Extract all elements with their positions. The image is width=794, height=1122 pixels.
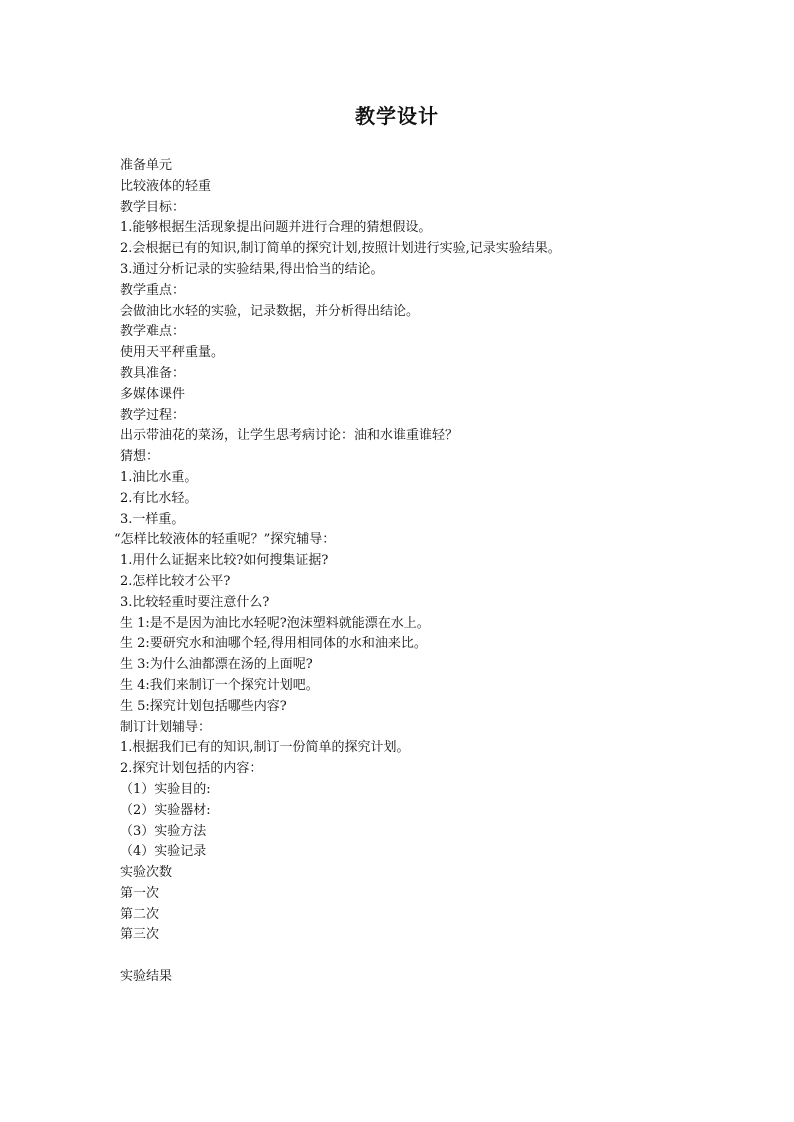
- text-line: 生 5:探究计划包括哪些内容?: [120, 698, 287, 714]
- text-line: 2.会根据已有的知识,制订简单的探究计划,按照计划进行实验,记录实验结果。: [120, 241, 561, 257]
- text-line: 第二次: [120, 906, 160, 922]
- text-line: 3.一样重。: [120, 511, 185, 527]
- text-line: 教学过程：: [120, 407, 186, 423]
- text-line: 3.比较轻重时要注意什么?: [120, 594, 270, 610]
- text-line: 1.用什么证据来比较?如何搜集证据?: [120, 553, 329, 569]
- text-line: （4）实验记录: [120, 844, 207, 860]
- text-line: 教具准备：: [120, 365, 186, 381]
- text-line: 猜想：: [120, 449, 160, 465]
- quote-line: “怎样比较液体的轻重呢？”探究辅导：: [114, 532, 336, 548]
- text-line: 出示带油花的菜汤，让学生思考病讨论：油和水谁重谁轻？: [120, 428, 459, 444]
- text-line: 1.油比水重。: [120, 469, 198, 485]
- text-line: （1）实验目的:: [120, 781, 211, 797]
- text-line: 准备单元: [120, 158, 173, 173]
- text-line: 实验次数: [120, 865, 173, 881]
- document-body: [114, 156, 760, 988]
- text-line: 第一次: [120, 885, 160, 901]
- text-line: 制订计划辅导：: [120, 719, 212, 735]
- text-line: 教学难点：: [120, 324, 186, 340]
- text-line: （2）实验器材:: [120, 802, 211, 818]
- text-line: 生 1:是不是因为油比水轻呢?泡沫塑料就能漂在水上。: [120, 615, 430, 631]
- text-line: 比较液体的轻重: [120, 178, 212, 194]
- text-line: 3.通过分析记录的实验结果,得出恰当的结论。: [120, 261, 384, 277]
- text-line: 生 2:要研究水和油哪个轻,得用相同体的水和油来比。: [120, 636, 427, 652]
- text-line: 生 3:为什么油都漂在汤的上面呢?: [120, 657, 313, 673]
- text-line: 会做油比水轻的实验，记录数据，并分析得出结论。: [120, 303, 420, 319]
- text-line: 使用天平秤重量。: [120, 345, 225, 361]
- text-line: 生 4:我们来制订一个探究计划吧。: [120, 677, 319, 693]
- text-line: 2.有比水轻。: [120, 490, 198, 506]
- text-line: 实验结果: [120, 969, 173, 985]
- text-line: （3）实验方法: [120, 823, 207, 839]
- text-line: 2.探究计划包括的内容：: [120, 761, 263, 777]
- text-line: 多媒体课件: [120, 386, 186, 402]
- text-line: 教学目标：: [120, 199, 186, 215]
- text-line: 1.能够根据生活现象提出问题并进行合理的猜想假设。: [120, 220, 432, 236]
- text-line: 1.根据我们已有的知识,制订一份简单的探究计划。: [120, 740, 410, 756]
- text-line: 教学重点：: [120, 282, 186, 298]
- text-line: 2.怎样比较才公平?: [120, 573, 231, 589]
- blank-line: [120, 946, 760, 967]
- text-line: 第三次: [120, 927, 160, 943]
- document-title: 教学设计: [355, 104, 439, 128]
